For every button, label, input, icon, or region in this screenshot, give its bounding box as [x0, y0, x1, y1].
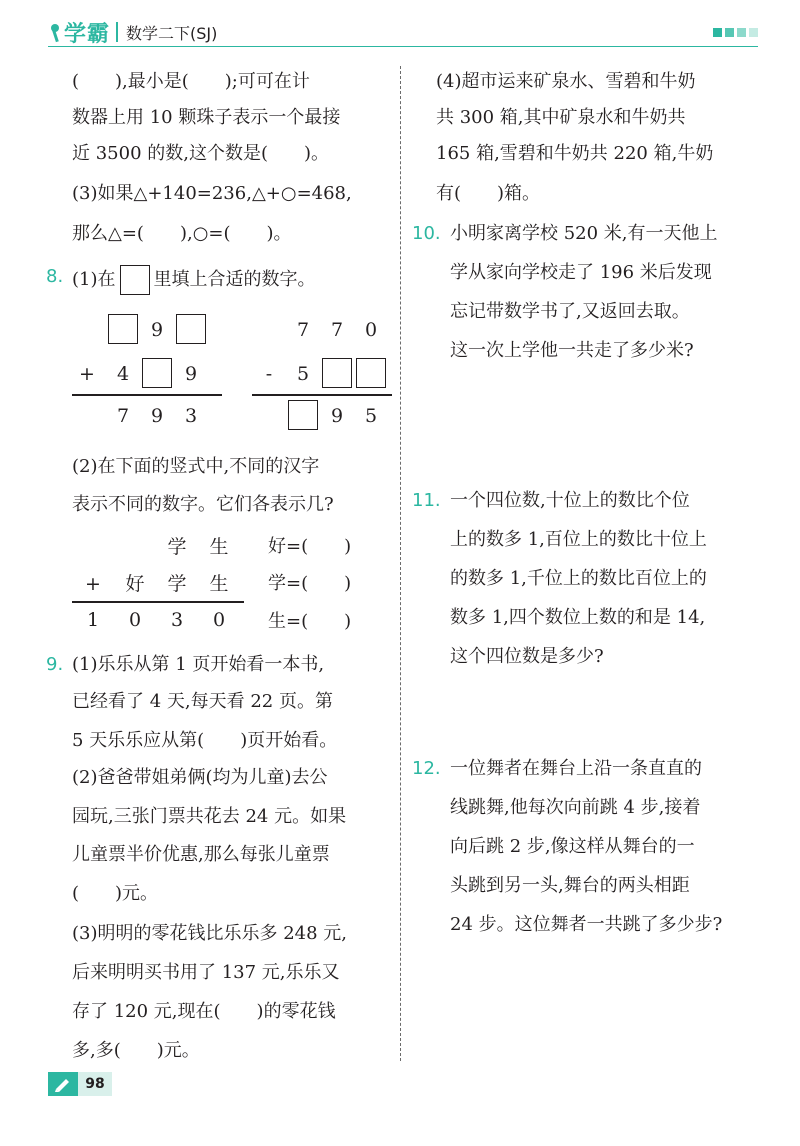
question-number-12: 12.: [412, 758, 441, 779]
question-12-text: 向后跳 2 步,像这样从舞台的一: [450, 836, 695, 857]
question-11-text: 的数多 1,千位上的数比百位上的: [450, 568, 707, 589]
minus-sign: -: [265, 363, 273, 385]
hanzi-digit: 学: [167, 573, 187, 595]
question-12-text: 一位舞者在舞台上沿一条直直的: [450, 758, 702, 779]
question-9-3-text: 存了 120 元,现在( )的零花钱: [72, 1001, 336, 1022]
answer-box[interactable]: [356, 358, 386, 388]
question-number-10: 10.: [412, 223, 441, 244]
question-9-4-text: 共 300 箱,其中矿泉水和牛奶共: [436, 107, 686, 128]
graduate-logo-icon: [48, 20, 62, 44]
pencil-icon: [54, 1076, 72, 1092]
question-9-4-text: 165 箱,雪碧和牛奶共 220 箱,牛奶: [436, 143, 714, 164]
column-divider: [400, 66, 401, 1061]
question-9-2-text: ( )元。: [72, 883, 159, 904]
question-8-2-text: (2)在下面的竖式中,不同的汉字: [72, 456, 320, 477]
question-8-2-text: 表示不同的数字。它们各表示几?: [72, 494, 334, 515]
question-9-2-text: 园玩,三张门票共花去 24 元。如果: [72, 806, 347, 827]
q8-1-prefix: (1)在: [72, 269, 116, 290]
brand-separator: [116, 22, 118, 42]
digit: 7: [330, 319, 344, 341]
question-11-text: 数多 1,四个数位上数的和是 14,: [450, 607, 706, 628]
header-squares-decoration: [713, 28, 758, 37]
question-10-text: 这一次上学他一共走了多少米?: [450, 340, 694, 361]
header-rule: [48, 46, 758, 47]
question-9-3-text: 后来明明买书用了 137 元,乐乐又: [72, 962, 340, 983]
brand: [48, 18, 217, 46]
question-10-text: 忘记带数学书了,又返回去取。: [450, 301, 690, 322]
question-12-text: 线跳舞,他每次向前跳 4 步,接着: [450, 797, 701, 818]
question-9-1-text: 已经看了 4 天,每天看 22 页。第: [72, 691, 333, 712]
text-line: ( ),最小是( );可可在计: [72, 71, 310, 92]
digit: 7: [116, 405, 130, 427]
question-12-text: 头跳到另一头,舞台的两头相距: [450, 875, 690, 896]
question-9-2-text: (2)爸爸带姐弟俩(均为儿童)去公: [72, 767, 328, 788]
sum-rule: [72, 394, 222, 396]
hanzi-digit: 学: [167, 536, 187, 558]
hanzi-digit: 好: [125, 573, 145, 595]
question-11-text: 一个四位数,十位上的数比个位: [450, 490, 690, 511]
difference-rule: [252, 394, 392, 396]
hanzi-digit: 生: [209, 536, 229, 558]
brand-name: 学霸: [64, 21, 111, 47]
question-number-11: 11.: [412, 490, 441, 511]
q8-1-suffix: 里填上合适的数字。: [153, 269, 316, 290]
answer-box[interactable]: [322, 358, 352, 388]
answer-box[interactable]: [176, 314, 206, 344]
answer-box-sample: [120, 265, 150, 295]
digit: 7: [296, 319, 310, 341]
question-11-text: 上的数多 1,百位上的数比十位上: [450, 529, 707, 550]
question-9-4-text: 有( )箱。: [436, 183, 541, 204]
question-9-1-text: (1)乐乐从第 1 页开始看一本书,: [72, 654, 325, 675]
digit: 4: [116, 363, 130, 385]
answer-box[interactable]: [288, 400, 318, 430]
answer-box[interactable]: [108, 314, 138, 344]
text-line: (3)如果△+140=236,△+○=468,: [72, 183, 352, 204]
question-9-1-text: 5 天乐乐应从第( )页开始看。: [72, 730, 338, 751]
question-11-text: 这个四位数是多少?: [450, 646, 604, 667]
digit: 3: [170, 609, 184, 631]
digit: 0: [364, 319, 378, 341]
digit: 3: [184, 405, 198, 427]
question-10-text: 小明家离学校 520 米,有一天他上: [450, 223, 718, 244]
digit: 0: [128, 609, 142, 631]
digit: 5: [296, 363, 310, 385]
page-number: 98: [78, 1072, 112, 1096]
question-9-3-text: (3)明明的零花钱比乐乐多 248 元,: [72, 923, 348, 944]
book-title: 数学二下(SJ): [126, 23, 218, 43]
digit: 5: [364, 405, 378, 427]
question-number-9: 9.: [46, 654, 64, 675]
question-9-3-text: 多,多( )元。: [72, 1040, 200, 1061]
answer-box[interactable]: [142, 358, 172, 388]
plus-sign: +: [79, 363, 95, 385]
digit: 0: [212, 609, 226, 631]
question-10-text: 学从家向学校走了 196 米后发现: [450, 262, 712, 283]
digit: 9: [184, 363, 198, 385]
question-8-1-text: [72, 265, 316, 295]
page-header: [48, 18, 758, 48]
question-9-4-text: (4)超市运来矿泉水、雪碧和牛奶: [436, 71, 696, 92]
digit: 9: [150, 319, 164, 341]
question-12-text: 24 步。这位舞者一共跳了多少步?: [450, 914, 723, 935]
hanzi-digit: 生: [209, 573, 229, 595]
question-number-8: 8.: [46, 266, 64, 287]
digit: 9: [330, 405, 344, 427]
digit: 1: [86, 609, 100, 631]
question-9-2-text: 儿童票半价优惠,那么每张儿童票: [72, 844, 330, 865]
page-footer: [48, 1072, 108, 1096]
answer-xue: 学=( ): [268, 573, 352, 594]
answer-hao: 好=( ): [268, 536, 352, 557]
digit: 9: [150, 405, 164, 427]
sum-rule: [72, 601, 244, 603]
answer-sheng: 生=( ): [268, 611, 352, 632]
text-line: 近 3500 的数,这个数是( )。: [72, 143, 330, 164]
text-line: 那么△=( ),○=( )。: [72, 223, 292, 244]
plus-sign: +: [85, 573, 101, 595]
text-line: 数器上用 10 颗珠子表示一个最接: [72, 107, 341, 128]
